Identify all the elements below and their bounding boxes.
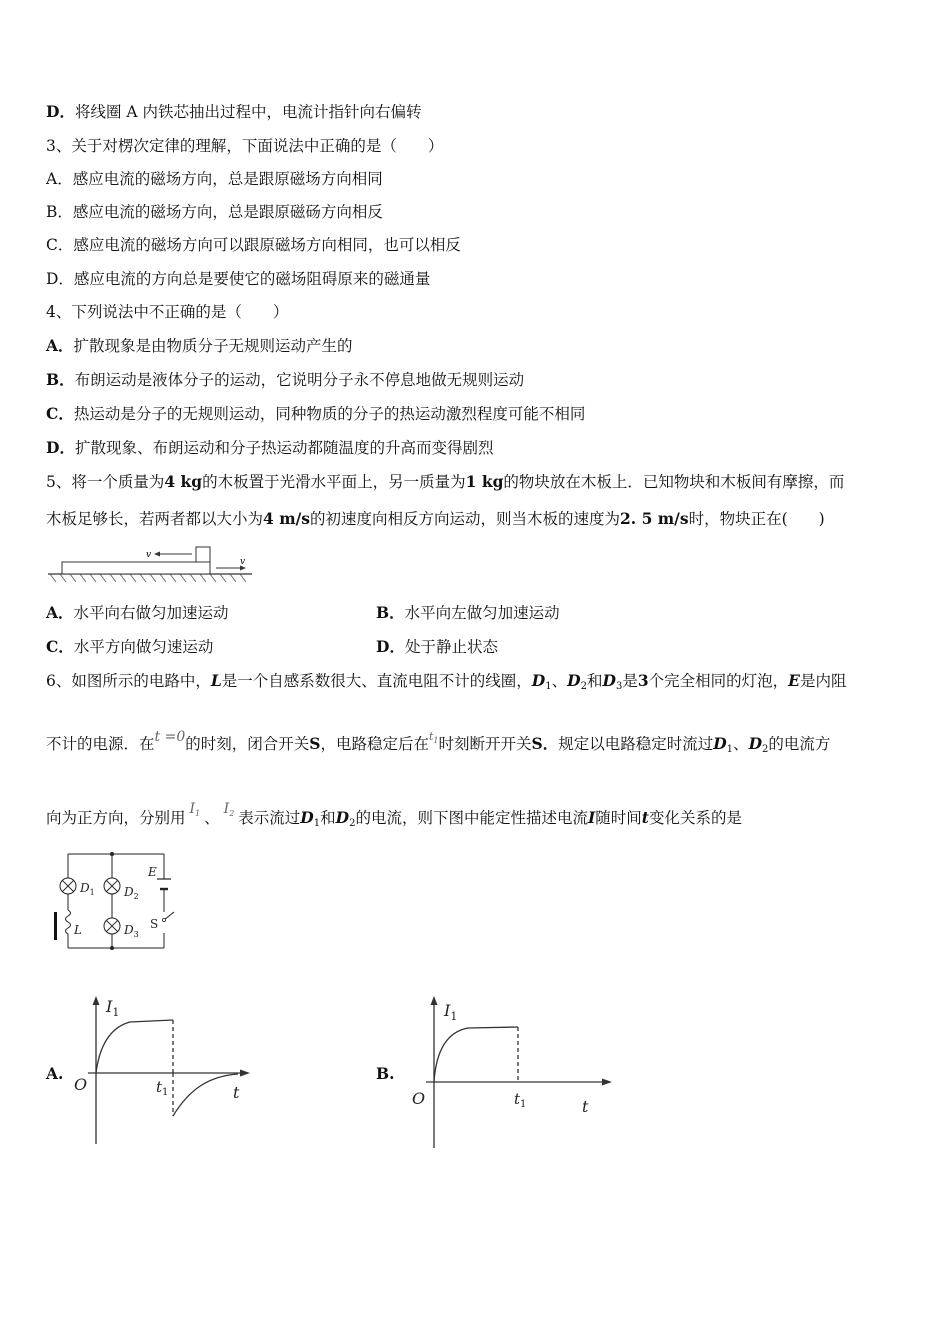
circuit-D3-label: $D_3$ <box>124 923 139 939</box>
q6-text: 6、如图所示的电路中， <box>46 672 211 690</box>
q6-sub: 2 <box>762 744 769 755</box>
circuit-S-label: S <box>150 917 159 931</box>
q6-t1-t: t <box>428 730 434 743</box>
q6-stem-line3 <box>46 801 742 834</box>
q6-t: t <box>641 808 649 827</box>
q6-sub: 2 <box>580 681 587 692</box>
q2-option-d-letter: D． <box>46 102 75 121</box>
q6-S: S． <box>531 734 559 753</box>
q4-letter-c: C． <box>46 404 74 423</box>
q5-board-speed: 2. 5 m/s <box>620 509 689 528</box>
q6-I1-sub: 1 <box>195 809 201 818</box>
q5-letter-c: C． <box>46 637 74 656</box>
graph-a-t-label: t <box>233 1083 240 1102</box>
graph-b-origin: O <box>412 1089 426 1108</box>
q6-sub: 1 <box>545 681 552 692</box>
q2-option-d-text: 将线圈 A 内铁芯抽出过程中，电流计指针向右偏转 <box>74 103 422 121</box>
q6-D3: D <box>602 671 616 690</box>
q6-circuit-diagram <box>50 848 180 954</box>
q5-text: 的物块放在木板上．已知物块和木板间有摩擦，而 <box>503 473 845 491</box>
q5-text-c: 水平方向做匀速运动 <box>73 638 214 656</box>
q6-I1-I: I <box>189 801 196 817</box>
q6-stem-line2 <box>46 729 831 760</box>
q6-I2 <box>224 801 235 817</box>
graph-b-t-label: t <box>582 1097 589 1116</box>
q6-text: 变化关系的是 <box>648 809 742 827</box>
q6-text: 个完全相同的灯泡， <box>648 672 789 690</box>
q4-option-b <box>46 370 524 390</box>
graph-b-label: B. <box>376 1064 395 1083</box>
q6-D2: D <box>567 671 581 690</box>
q5-fig-v-board: v <box>240 557 246 567</box>
q6-and: 和 <box>586 672 603 690</box>
q6-I1 <box>190 801 201 817</box>
q5-option-d <box>376 637 498 657</box>
q6-and: 和 <box>320 809 336 827</box>
q4-text-a: 扩散现象是由物质分子无规则运动产生的 <box>73 337 353 355</box>
graph-a-y-label: $I_1$ <box>106 997 120 1019</box>
q6-text: 是内阻 <box>799 672 847 690</box>
q6-text: 规定以电路稳定时流过 <box>558 735 714 753</box>
graph-a-t1: $t_1$ <box>156 1078 169 1098</box>
q4-text-c: 热运动是分子的无规则运动，同种物质的分子的热运动激烈程度可能不相同 <box>73 405 586 423</box>
q5-letter-a: A． <box>46 603 74 622</box>
block-shape <box>196 547 210 562</box>
q6-D1: D <box>531 671 546 690</box>
circuit-D1-label: $D_1$ <box>80 881 95 897</box>
q5-option-a <box>46 603 229 623</box>
graph-a <box>68 992 258 1152</box>
q6-t1 <box>429 730 439 743</box>
q3-option-b: B．感应电流的磁场方向，总是跟原磁砀方向相反 <box>46 203 383 221</box>
q5-fig-v-block: v <box>146 550 152 560</box>
q6-text: 是一个自感系数很大、直流电阻不计的线圈， <box>221 672 532 690</box>
q5-text: 的木板置于光滑水平面上，另一质量为 <box>202 473 466 491</box>
q4-letter-b: B． <box>46 370 75 389</box>
q6-D1: D <box>713 734 727 753</box>
circuit-D2-label: $D_2$ <box>124 885 139 901</box>
q6-D2: D <box>335 808 350 827</box>
q2-option-d <box>46 102 422 122</box>
q6-S: S <box>309 734 321 753</box>
q4-stem: 4、下列说法中不正确的是（ ） <box>46 303 289 321</box>
graph-b-y-label: $I_1$ <box>444 1001 458 1023</box>
q5-stem-line2 <box>46 509 825 529</box>
q6-L: L <box>210 671 222 690</box>
q3-option-c: C．感应电流的磁场方向可以跟原磁场方向相同，也可以相反 <box>46 236 461 254</box>
q4-letter-d: D． <box>46 438 75 457</box>
q6-sub: 3 <box>615 681 623 692</box>
q3-option-d: D．感应电流的方向总是要使它的磁场阻碍原来的磁通量 <box>46 270 431 288</box>
q6-sep: 、 <box>551 672 568 690</box>
q4-option-c <box>46 404 585 424</box>
board-shape <box>62 562 210 574</box>
q6-text: 随时间 <box>595 809 642 827</box>
q5-letter-d: D． <box>376 637 405 656</box>
q6-text: 的电流，则下图中能定性描述电流 <box>355 809 588 827</box>
q6-three: 3 <box>637 671 649 690</box>
q4-letter-a: A． <box>46 336 74 355</box>
q6-sub: 1 <box>726 744 734 755</box>
q6-stem-line1 <box>46 671 846 697</box>
q5-text: 5、将一个质量为 <box>46 473 165 491</box>
q5-letter-b: B． <box>376 603 405 622</box>
q6-sep: 、 <box>204 809 220 827</box>
q6-sep: 、 <box>733 735 749 753</box>
q5-option-c <box>46 637 213 657</box>
q6-sub: 1 <box>313 818 321 829</box>
q6-I2-I: I <box>223 801 230 817</box>
q3-option-a: A．感应电流的磁场方向，总是跟原磁场方向相同 <box>46 170 383 188</box>
q4-text-d: 扩散现象、布朗运动和分子热运动都随温度的升高而变得剧烈 <box>74 439 494 457</box>
q4-option-d <box>46 438 493 458</box>
circuit-L-label: L <box>74 923 82 937</box>
q5-stem-line1 <box>46 472 844 492</box>
q5-board-figure <box>46 540 256 588</box>
q5-initial-speed: 4 m/s <box>263 509 310 528</box>
q6-text: 的时刻，闭合开关 <box>185 735 310 753</box>
q6-I: I <box>587 808 596 827</box>
q4-text-b: 布朗运动是液体分子的运动，它说明分子永不停息地做无规则运动 <box>74 371 525 389</box>
q5-text-b: 水平向左做匀加速运动 <box>404 604 560 622</box>
q5-mass-block: 1 kg <box>465 472 504 491</box>
q5-text-a: 水平向右做匀加速运动 <box>73 604 229 622</box>
q6-t1-sub: 1 <box>433 736 439 745</box>
q6-D2: D <box>748 734 763 753</box>
q6-text: 向为正方向，分别用 <box>46 809 186 827</box>
q6-text: ，电路稳定后在 <box>320 735 429 753</box>
q5-text: 的初速度向相反方向运动，则当木板的速度为 <box>310 510 621 528</box>
q6-t-zero: t =0 <box>154 729 186 745</box>
graph-b <box>406 992 616 1152</box>
q3-stem: 3、关于对楞次定律的理解，下面说法中正确的是（ ） <box>46 137 444 155</box>
q6-text: 时刻断开开关 <box>438 735 532 753</box>
q6-text: 不计的电源．在 <box>46 735 155 753</box>
q6-text: 是 <box>622 672 638 690</box>
q4-option-a <box>46 336 353 356</box>
circuit-E-label: E <box>148 865 157 879</box>
q6-D1: D <box>300 808 314 827</box>
graph-b-t1: $t_1$ <box>514 1090 527 1110</box>
q5-text-d: 处于静止状态 <box>404 638 498 656</box>
q6-E: E <box>788 671 800 690</box>
graph-a-label: A. <box>46 1064 64 1083</box>
graph-a-origin: O <box>74 1075 88 1094</box>
q5-option-b <box>376 603 560 623</box>
q6-I2-sub: 2 <box>229 809 235 818</box>
q6-text: 的电流方 <box>768 735 831 753</box>
q6-sub: 2 <box>349 818 356 829</box>
q5-text: 时，物块正在( ) <box>688 510 825 528</box>
q6-text: 表示流过 <box>238 809 301 827</box>
q5-text: 木板足够长，若两者都以大小为 <box>46 510 264 528</box>
q5-mass-board: 4 kg <box>164 472 203 491</box>
